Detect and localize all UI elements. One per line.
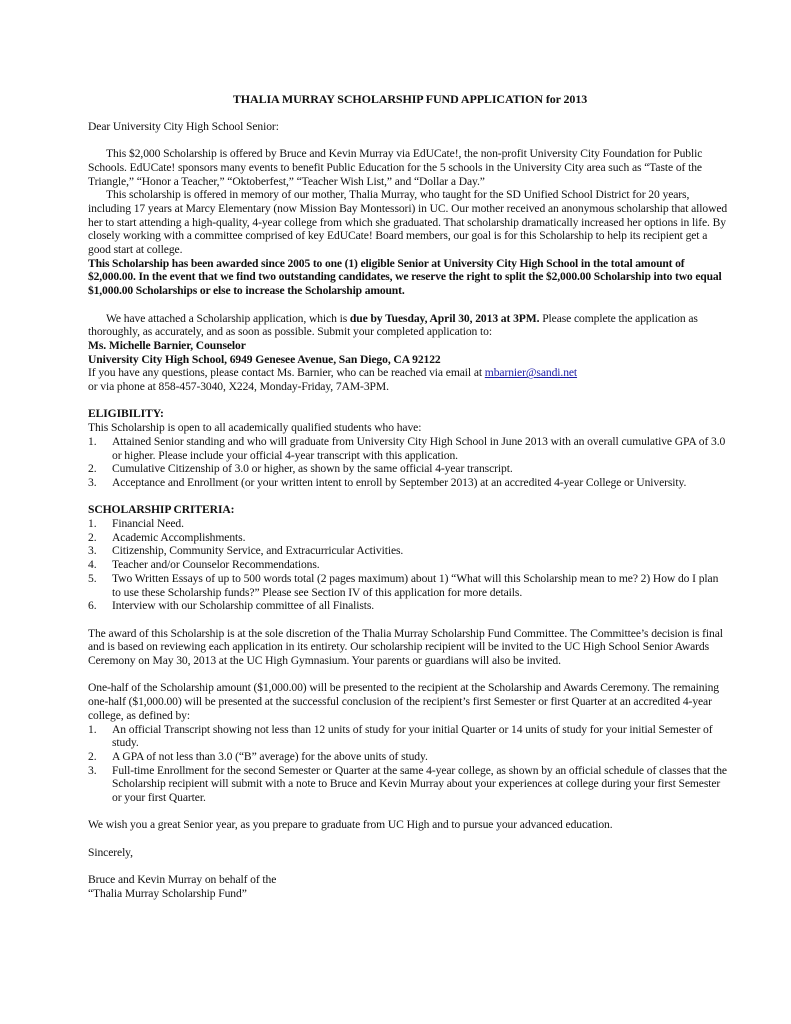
email-link[interactable]: mbarnier@sandi.net [484,366,578,380]
submission-rest: Please complete the application as thoroughly, as accurately, and as soon as possible. Submit your completed application to: [88,311,698,339]
questions-line [88,366,728,380]
criteria-list [88,517,728,613]
payment-paragraph: One-half of the Scholarship amount ($1,000.00) will be presented to the recipient at the Scholarship and Awards Ceremony. The remaining one-half ($1,000.00) will be presented at the successful conclusion of the recipient’s first Semester or first Quarter at an accredited 4-year college, as defined by: [88,681,719,722]
eligibility-list [88,435,728,490]
list-item: 3. Acceptance and Enrollment (or your written intent to enroll by September 2013) at an accredited 4-year College or University. [88,475,687,489]
document-page [88,93,728,901]
list-item: 5. Two Written Essays of up to 500 words total (2 pages maximum) about 1) “What will this Scholarship mean to me? 2) How do I plan to use these Scholarship funds?” Please see Section IV of this application for more details. [88,571,719,599]
contact-name: Ms. Michelle Barnier, Counselor [88,338,246,352]
award-paragraph: The award of this Scholarship is at the sole discretion of the Thalia Murray Scholarship Fund Committee. The Committee’s decision is final and is based on reviewing each application in its entirety. Our scholarship recipient will be invited to the UC High School Senior Awards Ceremony on May 30, 2013 at the UC High Gymnasium. Your parents or guardians will also be invited. [88,626,723,668]
signature-line-2: “Thalia Murray Scholarship Fund” [88,886,247,900]
list-item: 4. Teacher and/or Counselor Recommendations. [88,558,320,572]
intro-paragraph-1: This $2,000 Scholarship is offered by Bruce and Kevin Murray via EdUCate!, the non-profit University City Foundation for Public Schools. EdUCate! sponsors many events to benefit Public Education for the 5 schools in the University City area such as “Taste of the Triangle,” “Honor a Teacher,” “Oktoberfest,” “Teacher Wish List,” and “Dollar a Day.” [88,147,703,188]
contact-address: University City High School, 6949 Genesee Avenue, San Diego, CA 92122 [88,352,441,366]
list-item: 3. Citizenship, Community Service, and Extracurricular Activities. [88,544,404,558]
closing-wish: We wish you a great Senior year, as you prepare to graduate from UC High and to pursue your advanced education. [88,818,613,832]
criteria-heading: SCHOLARSHIP CRITERIA: [88,503,235,517]
list-item: 1. An official Transcript showing not less than 12 units of study for your initial Quarter or 14 units of study for your initial Semester of study. [88,722,713,750]
eligibility-heading: ELIGIBILITY: [88,407,164,421]
list-item: 3. Full-time Enrollment for the second Semester or Quarter at the same 4-year college, as shown by an official schedule of classes that the Scholarship recipient will submit with a note to Bruce and Kevin Murray about your experiences at college during your first Semester or your first Quarter. [88,763,727,805]
questions-text: If you have any questions, please contact Ms. Barnier, who can be reached via email at [88,366,485,380]
payment-conditions-list [88,723,728,805]
signature-line-1: Bruce and Kevin Murray on behalf of the [88,873,277,887]
page-title: THALIA MURRAY SCHOLARSHIP FUND APPLICATION for 2013 [232,92,588,106]
list-item: 2. Cumulative Citizenship of 3.0 or higher, as shown by the same official 4-year transcript. [88,462,513,476]
list-item: 6. Interview with our Scholarship committee of all Finalists. [88,599,375,613]
list-item: 2. A GPA of not less than 3.0 (“B” average) for the above units of study. [88,749,428,763]
submission-paragraph [88,312,728,339]
eligibility-intro: This Scholarship is open to all academically qualified students who have: [88,421,422,435]
list-item: 2. Academic Accomplishments. [88,530,246,544]
phone-line: or via phone at 858-457-3040, X224, Monday-Friday, 7AM-3PM. [88,380,389,394]
sign-off: Sincerely, [88,845,133,859]
list-item: 1. Attained Senior standing and who will graduate from University City High School in June 2013 with an overall cumulative GPA of 3.0 or higher. Please include your official 4-year transcript with this application. [88,434,726,462]
intro-paragraph-2: This scholarship is offered in memory of our mother, Thalia Murray, who taught for the SD Unified School District for 20 years, including 17 years at Marcy Elementary (now Mission Bay Montessori) in UC. Our mother received an anonymous scholarship that allowed her to start attending a high-quality, 4-year college from which she graduated. That scholarship dramatically increased her options in life. By closely working with a committee comprised of key EdUCate! Board members, our goal is for this Scholarship to help its recipient get a good start at college. [88,188,728,257]
submission-lead: We have attached a Scholarship application, which is [106,311,350,325]
intro-award-notice: This Scholarship has been awarded since 2005 to one (1) eligible Senior at University City High School in the total amount of $2,000.00. In the event that we find two outstanding candidates, we reserve the right to split the $2,000.00 Scholarship into two equal $1,000.00 Scholarships or else to increase the Scholarship amount. [88,256,722,298]
list-item: 1. Financial Need. [88,517,184,531]
due-date: due by Tuesday, April 30, 2013 at 3PM. [349,311,540,325]
salutation: Dear University City High School Senior: [88,119,279,133]
